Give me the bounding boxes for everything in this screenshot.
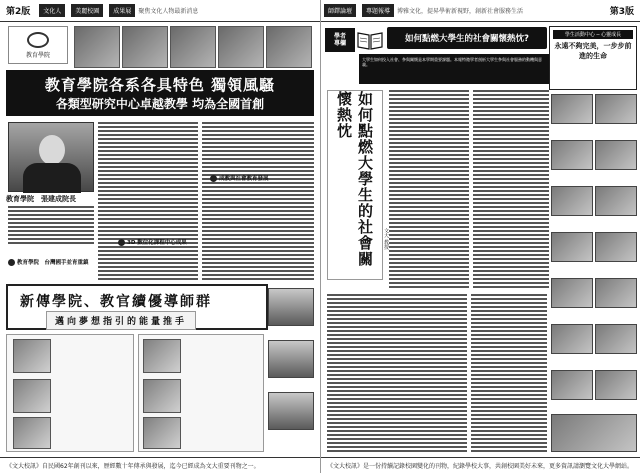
headline: 教育學院各系各具特色 獨領風騷 [44, 76, 276, 94]
article-column [202, 122, 314, 282]
sidebar-slogan: 永遠不夠完美，一步步前進的生命 [554, 42, 632, 60]
header-text: 聚焦文化人物最新消息 [138, 8, 199, 15]
vertical-title: 如何點燃大學生的社會關懷熱忱 [327, 90, 383, 280]
activity-photo [595, 232, 637, 262]
activity-photo [551, 232, 593, 262]
campus-photo [266, 26, 312, 68]
campus-photo [74, 26, 120, 68]
dean-caption: 教育學院 張建成院長 [6, 195, 76, 203]
article-column [473, 90, 549, 290]
header-tag: 美麗校園 [71, 4, 103, 17]
section-subhead [8, 258, 89, 266]
headline-banner [6, 70, 314, 116]
activity-photo [551, 324, 593, 354]
bullet-icon [118, 239, 125, 246]
faculty-photo [143, 417, 181, 449]
activity-photo [551, 414, 637, 452]
faculty-photo [143, 379, 181, 413]
college-logo [8, 26, 68, 64]
activity-photo [595, 370, 637, 400]
banner-subtitle: 邁向夢想指引的能量推手 [46, 311, 196, 330]
article-column [389, 90, 469, 290]
faculty-portrait [268, 392, 314, 430]
section-subhead-label: 教育學院 台灣國手並育重鎮 [17, 260, 89, 266]
header-tag: 成果展 [109, 4, 135, 17]
column-tag-line: 學者 [333, 33, 346, 40]
banner-title: 新傳學院、教官續優導師群 [20, 294, 212, 310]
left-page-header [0, 0, 320, 22]
faculty-photo [143, 339, 181, 373]
campus-photo [170, 26, 216, 68]
faculty-profile-block [6, 334, 134, 452]
bullet-icon [210, 175, 217, 182]
campus-photo [122, 26, 168, 68]
article-title: 如何點燃大學生的社會關懷熱忱? [387, 27, 547, 49]
logo-emblem-icon [27, 32, 49, 48]
right-page-header [321, 0, 640, 22]
column-tag-line: 專欄 [333, 40, 346, 47]
column-tag [325, 28, 355, 52]
photo-strip [74, 26, 312, 68]
faculty-portrait [268, 340, 314, 378]
article-intro: 大學生如何投入社會、參與關懷是本學期重要課題。本報特邀學者剖析大學生參與社會服務的動機與意義。 [359, 54, 549, 84]
bullet-icon [8, 259, 15, 266]
sidebar-heading: 學生活動中心 ─ 心靈成長 [553, 30, 633, 39]
left-page-footer: 《文大校訊》自民國62年創刊以來，歷經數十年傳承與發展，迄今已經成為文大重要刊物之一。 [0, 457, 320, 473]
article-column [327, 294, 467, 454]
section-subhead [210, 174, 269, 182]
section-subhead-label: 3D 數位化課程中心成果 [127, 240, 187, 246]
activity-photo [595, 324, 637, 354]
activity-photo [551, 278, 593, 308]
sidebar-box [549, 26, 637, 90]
faculty-photo [13, 339, 51, 373]
dean-portrait [8, 122, 94, 192]
header-text: 博雅文化，提昇學術新視野，創新社會服務生活 [397, 8, 524, 15]
activity-photo [595, 94, 637, 124]
activity-photo [551, 370, 593, 400]
header-tag: 師鐸論壇 [324, 4, 356, 17]
section-subhead [118, 238, 187, 246]
header-tag: 文化人 [39, 4, 65, 17]
faculty-banner [6, 284, 268, 330]
article-column [471, 294, 547, 454]
header-tag: 專題報導 [362, 4, 394, 17]
page-number: 第3版 [609, 7, 634, 17]
faculty-profile-block [138, 334, 264, 452]
activity-photo [595, 186, 637, 216]
activity-photo [595, 140, 637, 170]
subheadline: 各類型研究中心卓越教學 均為全國首創 [55, 97, 265, 111]
article-column [98, 122, 198, 282]
activity-photo [551, 94, 593, 124]
right-page [320, 0, 640, 473]
faculty-photo [13, 417, 51, 449]
book-icon [357, 30, 383, 50]
article-column [8, 206, 94, 256]
author-byline: 文大 教授 [383, 228, 389, 250]
activity-photo [595, 278, 637, 308]
campus-photo [218, 26, 264, 68]
faculty-portrait [268, 288, 314, 326]
page-number: 第2版 [6, 7, 31, 17]
logo-text: 教育學院 [25, 51, 50, 59]
right-page-footer: 《文大校訊》是一份持續記錄校園變化的刊物，紀錄學校大事，共創校園美好未來，更多資訊請瀏覽文化大學網站。 [321, 457, 640, 473]
activity-photo [551, 186, 593, 216]
faculty-photo [13, 379, 51, 413]
section-subhead-label: 成教與社會教育發展 [219, 176, 269, 182]
activity-photo [551, 140, 593, 170]
